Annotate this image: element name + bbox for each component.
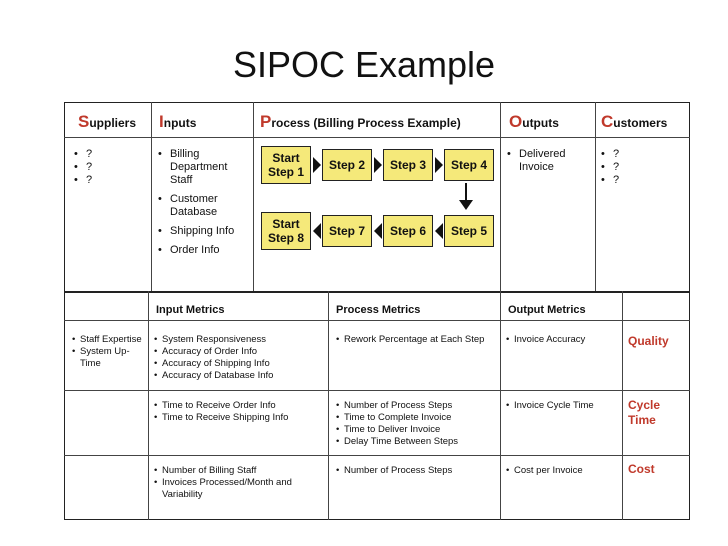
header-text: ustomers: [613, 116, 668, 130]
header-suppliers: [78, 112, 136, 132]
list-item: • Number of Process Steps: [336, 400, 496, 412]
process-step-7: Step 7: [322, 215, 372, 247]
input-metrics-list: [154, 400, 326, 424]
inputs-list: [158, 148, 248, 261]
process-step-start-1: Start Step 1: [261, 146, 311, 184]
metric-category-cost: Cost: [628, 462, 655, 476]
column-divider: [151, 102, 152, 291]
process-step-4: Step 4: [444, 149, 494, 181]
metrics-column-divider: [328, 291, 329, 520]
header-initial: I: [159, 112, 164, 131]
list-item: • Invoices Processed/Month and Variability: [154, 477, 326, 501]
list-item: • Accuracy of Order Info: [154, 346, 326, 358]
column-divider: [500, 102, 501, 291]
process-step-start-8: Start Step 8: [261, 212, 311, 250]
header-outputs: [509, 112, 559, 132]
input-item: • Billing Department Staff: [158, 148, 248, 187]
supplier-item: • ?: [74, 174, 146, 187]
header-customers: [601, 112, 667, 132]
metrics-header-input: Input Metrics: [156, 304, 225, 316]
metrics-left-list: [72, 334, 144, 370]
customers-list: [601, 148, 681, 187]
arrow-right-icon: [435, 157, 443, 173]
arrow-left-icon: [313, 223, 321, 239]
header-inputs: [159, 112, 196, 132]
list-item: • Accuracy of Database Info: [154, 370, 326, 382]
list-item: • Delay Time Between Steps: [336, 436, 496, 448]
list-item: • Time to Deliver Invoice: [336, 424, 496, 436]
process-step-3: Step 3: [383, 149, 433, 181]
header-text: nputs: [163, 116, 197, 130]
metrics-top-border: [64, 291, 690, 293]
process-metrics-list: [336, 334, 494, 346]
process-metrics-list: [336, 400, 496, 448]
list-item: • Time to Complete Invoice: [336, 412, 496, 424]
list-item: • Accuracy of Shipping Info: [154, 358, 326, 370]
customer-item: • ?: [601, 174, 681, 187]
output-item: • Delivered Invoice: [507, 148, 591, 174]
supplier-item: • ?: [74, 148, 146, 161]
input-item: • Shipping Info: [158, 225, 248, 238]
header-text: uppliers: [89, 116, 137, 130]
process-step-5: Step 5: [444, 215, 494, 247]
header-text: utputs: [522, 116, 559, 130]
header-initial: S: [78, 112, 90, 131]
arrow-left-icon: [374, 223, 382, 239]
input-item: • Order Info: [158, 244, 248, 257]
list-item: • Invoice Cycle Time: [506, 400, 618, 412]
output-metrics-list: [506, 334, 618, 346]
process-metrics-list: [336, 465, 496, 477]
header-initial: P: [260, 112, 272, 131]
metrics-header-output: Output Metrics: [508, 304, 586, 316]
arrow-down-icon: [459, 183, 473, 211]
list-item: • Rework Percentage at Each Step: [336, 334, 494, 346]
header-initial: O: [509, 112, 523, 131]
metrics-column-divider: [500, 291, 501, 520]
input-metrics-list: [154, 334, 326, 382]
input-metrics-list: [154, 465, 326, 501]
header-text: rocess (Billing Process Example): [271, 116, 461, 130]
arrow-left-icon: [435, 223, 443, 239]
slide-title: SIPOC Example: [232, 44, 496, 85]
process-step-2: Step 2: [322, 149, 372, 181]
metrics-header-process: Process Metrics: [336, 304, 421, 316]
outputs-list: [507, 148, 591, 174]
list-item: • System Responsiveness: [154, 334, 326, 346]
metrics-column-divider: [622, 291, 623, 520]
metrics-row-divider: [64, 390, 690, 391]
sipoc-header-divider: [64, 137, 690, 138]
list-item: • Staff Expertise: [72, 334, 144, 346]
metrics-header-divider: [64, 320, 690, 321]
metrics-row-divider: [64, 455, 690, 456]
metric-category-cycle-time: Cycle Time: [628, 398, 661, 427]
suppliers-list: [74, 148, 146, 187]
list-item: • Time to Receive Shipping Info: [154, 412, 326, 424]
column-divider: [595, 102, 596, 291]
output-metrics-list: [506, 400, 618, 412]
customer-item: • ?: [601, 161, 681, 174]
customer-item: • ?: [601, 148, 681, 161]
process-step-6: Step 6: [383, 215, 433, 247]
list-item: • Time to Receive Order Info: [154, 400, 326, 412]
arrow-right-icon: [374, 157, 382, 173]
input-item: • Customer Database: [158, 193, 248, 219]
list-item: • Number of Process Steps: [336, 465, 496, 477]
list-item: • Cost per Invoice: [506, 465, 618, 477]
output-metrics-list: [506, 465, 618, 477]
metric-category-quality: Quality: [628, 334, 669, 348]
column-divider: [253, 102, 254, 291]
list-item: • Number of Billing Staff: [154, 465, 326, 477]
header-initial: C: [601, 112, 614, 131]
header-process: [260, 112, 461, 132]
metrics-column-divider: [148, 291, 149, 520]
arrow-right-icon: [313, 157, 321, 173]
supplier-item: • ?: [74, 161, 146, 174]
list-item: • Invoice Accuracy: [506, 334, 618, 346]
list-item: • System Up-Time: [72, 346, 144, 370]
